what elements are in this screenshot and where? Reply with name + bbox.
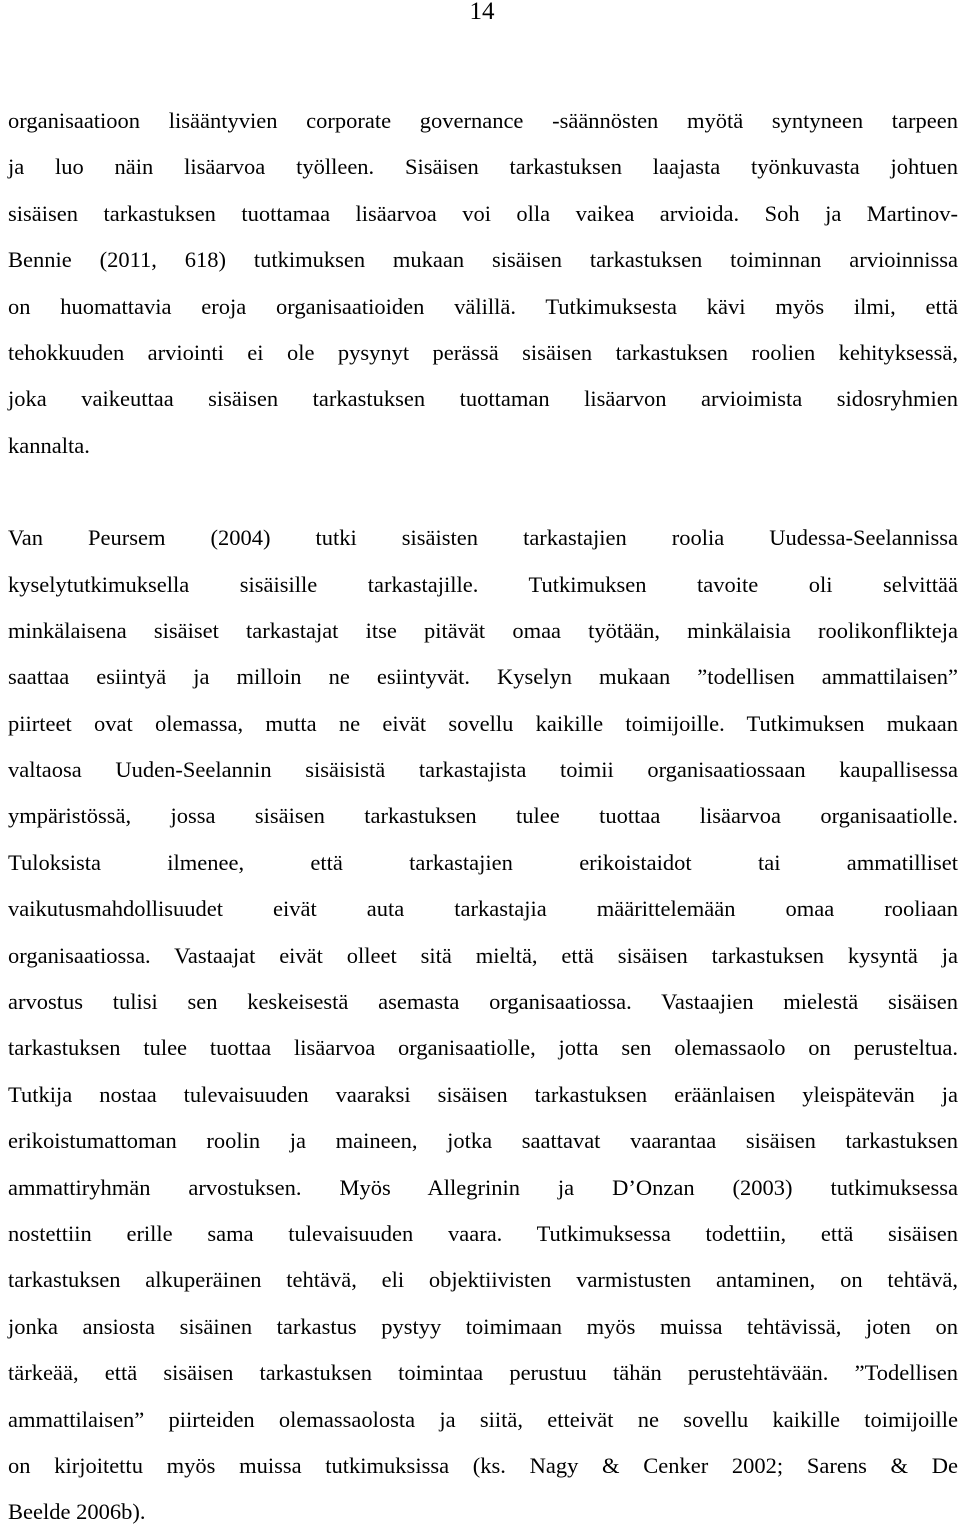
text-line: joka vaikeuttaa sisäisen tarkastuksen tuottaman lisäarvon arvioimista sidosryhmien	[8, 386, 958, 412]
page-number: 14	[469, 0, 495, 25]
text-line: sisäisen tarkastuksen tuottamaa lisäarvoa voi olla vaikea arvioida. Soh ja Martinov-	[8, 200, 958, 226]
text-line: erikoistumattoman roolin ja maineen, jotka saattavat vaarantaa sisäisen tarkastuksen	[8, 1128, 958, 1154]
text-line: arvostus tulisi sen keskeisestä asemasta organisaatiossa. Vastaajien mielestä sisäisen	[8, 989, 958, 1015]
paragraph-2	[8, 515, 958, 1536]
text-line: Tuloksista ilmenee, että tarkastajien erikoistaidot tai ammatilliset	[8, 849, 958, 875]
text-line: tarkastuksen tulee tuottaa lisäarvoa organisaatiolle, jotta sen olemassaolo on perusteltua.	[8, 1035, 958, 1061]
text-line: tehokkuuden arviointi ei ole pysynyt perässä sisäisen tarkastuksen roolien kehityksessä,	[8, 339, 958, 365]
text-line: Van Peursem (2004) tutki sisäisten tarkastajien roolia Uudessa-Seelannissa	[8, 525, 958, 551]
text-line: piirteet ovat olemassa, mutta ne eivät sovellu kaikille toimijoille. Tutkimuksen mukaan	[8, 710, 958, 736]
text-line: nostettiin erille sama tulevaisuuden vaara. Tutkimuksessa todettiin, että sisäisen	[8, 1220, 958, 1246]
text-line: kyselytutkimuksella sisäisille tarkastajille. Tutkimuksen tavoite oli selvittää	[8, 571, 958, 597]
text-line: jonka ansiosta sisäinen tarkastus pystyy toimimaan myös muissa tehtävissä, joten on	[8, 1313, 958, 1339]
text-line: vaikutusmahdollisuudet eivät auta tarkastajia määrittelemään omaa rooliaan	[8, 896, 958, 922]
body-text	[8, 98, 958, 1536]
text-line: kannalta.	[8, 432, 90, 458]
text-line: ammattiryhmän arvostuksen. Myös Allegrinin ja D’Onzan (2003) tutkimuksessa	[8, 1174, 958, 1200]
text-line: Beelde 2006b).	[8, 1499, 146, 1525]
text-line: Tutkija nostaa tulevaisuuden vaaraksi sisäisen tarkastuksen eräänlaisen yleispätevän ja	[8, 1081, 958, 1107]
text-line: ammattilaisen” piirteiden olemassaolosta ja siitä, etteivät ne sovellu kaikille toimijoille	[8, 1406, 958, 1432]
text-line: organisaatiossa. Vastaajat eivät olleet sitä mieltä, että sisäisen tarkastuksen kysyntä ja	[8, 942, 958, 968]
text-line: tärkeää, että sisäisen tarkastuksen toimintaa perustuu tähän perustehtävään. ”Todellisen	[8, 1360, 958, 1386]
text-line: organisaatioon lisääntyvien corporate governance -säännösten myötä syntyneen tarpeen	[8, 108, 958, 133]
text-line: valtaosa Uuden-Seelannin sisäisistä tarkastajista toimii organisaatiossaan kaupallisessa	[8, 757, 958, 783]
paragraph-1	[8, 98, 958, 469]
text-line: saattaa esiintyä ja milloin ne esiintyvät. Kyselyn mukaan ”todellisen ammattilaisen”	[8, 664, 958, 690]
text-line: minkälaisena sisäiset tarkastajat itse pitävät omaa työtään, minkälaisia roolikonflikteja	[8, 617, 958, 643]
text-line: ympäristössä, jossa sisäisen tarkastuksen tulee tuottaa lisäarvoa organisaatiolle.	[8, 803, 958, 829]
text-line: on kirjoitettu myös muissa tutkimuksissa (ks. Nagy & Cenker 2002; Sarens & De	[8, 1452, 958, 1478]
text-line: on huomattavia eroja organisaatioiden välillä. Tutkimuksesta kävi myös ilmi, että	[8, 293, 958, 319]
text-line: tarkastuksen alkuperäinen tehtävä, eli objektiivisten varmistusten antaminen, on tehtävä,	[8, 1267, 958, 1293]
text-line: ja luo näin lisäarvoa työlleen. Sisäisen tarkastuksen laajasta työnkuvasta johtuen	[8, 154, 958, 180]
text-line: Bennie (2011, 618) tutkimuksen mukaan sisäisen tarkastuksen toiminnan arvioinnissa	[8, 247, 958, 273]
